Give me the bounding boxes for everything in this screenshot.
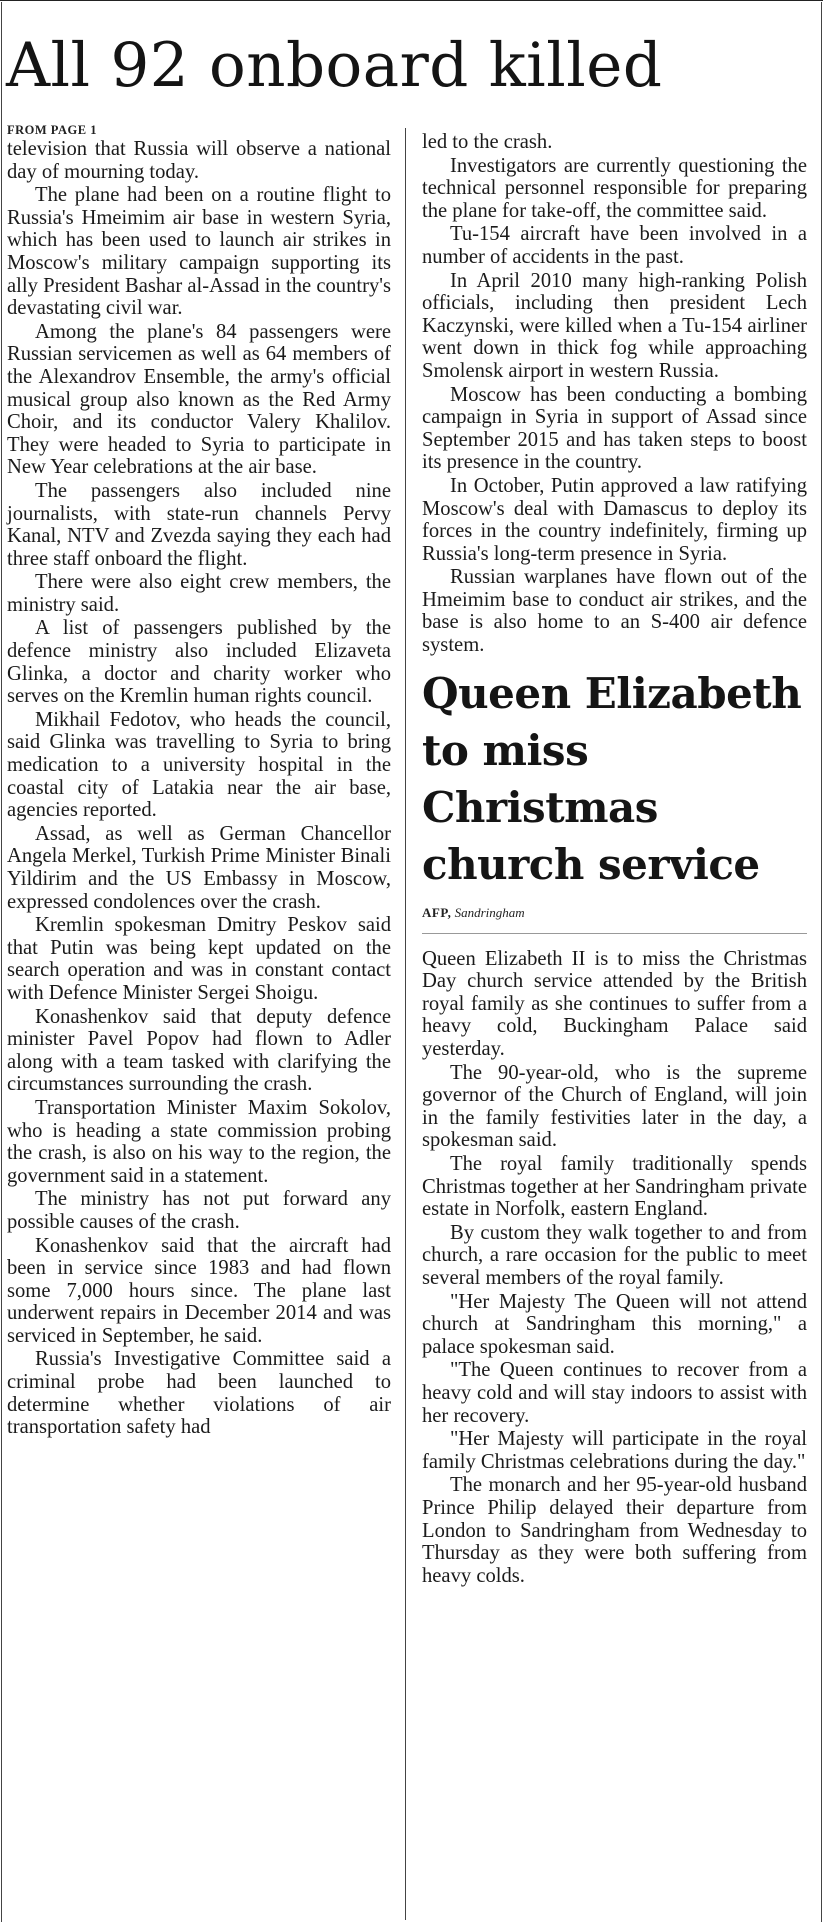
byline bbox=[422, 905, 807, 921]
paragraph: television that Russia will observe a national day of mourning today. bbox=[7, 138, 391, 183]
paragraph: A list of passengers published by the defence ministry also included Elizaveta Glinka, a doctor and charity worker who serves on the Kremlin human rights council. bbox=[7, 617, 391, 708]
byline-place: Sandringham bbox=[454, 904, 525, 920]
paragraph: Kremlin spokesman Dmitry Peskov said that Putin was being kept updated on the search operation and was in constant contact with Defence Minister Sergei Shoigu. bbox=[7, 914, 391, 1004]
paragraph: Moscow has been conducting a bombing campaign in Syria in support of Assad since September 2015 and has taken steps to boost its presence in the country. bbox=[422, 383, 807, 474]
paragraph: The monarch and her 95-year-old husband Prince Philip delayed their departure from London to Sandringham from Wednesday to Thursday as they were both suffering from heavy colds. bbox=[422, 1474, 807, 1587]
byline-agency: AFP, bbox=[422, 904, 452, 920]
paragraph: led to the crash. bbox=[422, 131, 553, 153]
left-border bbox=[1, 2, 2, 1922]
paragraph: Transportation Minister Maxim Sokolov, who is heading a state commission probing the crash, is also on his way to the region, the government said in a statement. bbox=[7, 1096, 391, 1187]
paragraph: Konashenkov said that deputy defence minister Pavel Popov had flown to Adler along with a team tasked with clarifying the circumstances surrounding the crash. bbox=[7, 1005, 391, 1096]
paragraph: "The Queen continues to recover from a heavy cold and will stay indoors to assist with her recovery. bbox=[422, 1359, 807, 1427]
paragraph: Konashenkov said that the aircraft had been in service since 1983 and had flown some 7,000 hours since. The plane last underwent repairs in December 2014 and was serviced in September, he said. bbox=[7, 1234, 391, 1347]
right-border bbox=[821, 2, 822, 1922]
paragraph: There were also eight crew members, the ministry said. bbox=[7, 571, 391, 616]
continued-from-label: FROM PAGE 1 bbox=[7, 123, 97, 137]
paragraph: The 90-year-old, who is the supreme governor of the Church of England, will join in the family festivities later in the day, a spokesman said. bbox=[422, 1061, 807, 1152]
paragraph: Investigators are currently questioning the technical personnel responsible for preparing the plane for take-off, the committee said. bbox=[422, 154, 807, 222]
paragraph: "Her Majesty will participate in the royal family Christmas celebrations during the day." bbox=[422, 1428, 807, 1473]
paragraph: "Her Majesty The Queen will not attend church at Sandringham this morning," a palace spokesman said. bbox=[422, 1290, 807, 1358]
byline-rule bbox=[422, 933, 807, 934]
paragraph: Mikhail Fedotov, who heads the council, said Glinka was travelling to Syria to bring medication to a university hospital in the coastal city of Latakia near the air base, agencies reported. bbox=[7, 708, 391, 822]
paragraph: Tu-154 aircraft have been involved in a number of accidents in the past. bbox=[422, 223, 807, 268]
paragraph: Queen Elizabeth II is to miss the Christmas Day church service attended by the British royal family as she continues to suffer from a heavy cold, Buckingham Palace said yesterday. bbox=[422, 947, 807, 1061]
paragraph: The passengers also included nine journalists, with state-run channels Pervy Kanal, NTV and Zvezda saying they each had three staff onboard the flight. bbox=[7, 479, 391, 570]
paragraph: The ministry has not put forward any possible causes of the crash. bbox=[7, 1188, 391, 1233]
paragraph: Russia's Investigative Committee said a criminal probe had been launched to determine whether violations of air transportation safety had bbox=[7, 1348, 391, 1439]
paragraph: The plane had been on a routine flight to Russia's Hmeimim air base in western Syria, which has been used to launch air strikes in Moscow's military campaign supporting its ally President Bashar al-Assad in the country's devastating civil war. bbox=[7, 184, 391, 320]
second-story-headline: Queen Elizabeth to miss Christmas church service bbox=[422, 668, 802, 889]
paragraph: Assad, as well as German Chancellor Angela Merkel, Turkish Prime Minister Binali Yildirim and the US Embassy in Moscow, expressed condolences over the crash. bbox=[7, 822, 391, 913]
main-headline: All 92 onboard killed bbox=[6, 30, 663, 101]
paragraph: Russian warplanes have flown out of the Hmeimim base to conduct air strikes, and the base is also home to an S-400 air defence system. bbox=[422, 566, 807, 657]
paragraph: The royal family traditionally spends Christmas together at her Sandringham private estate in Norfolk, eastern England. bbox=[422, 1153, 807, 1221]
main-story-column-1 bbox=[7, 123, 391, 1439]
paragraph: Among the plane's 84 passengers were Russian servicemen as well as 64 members of the Alexandrov Ensemble, the army's official musical group also known as the Red Army Choir, and its conductor Valery Khalilov. They were headed to Syria to participate in New Year celebrations at the air base. bbox=[7, 320, 391, 479]
paragraph: In October, Putin approved a law ratifying Moscow's deal with Damascus to deploy its forces in the country indefinitely, firming up Russia's long-term presence in Syria. bbox=[422, 474, 807, 565]
column-divider bbox=[405, 128, 406, 1920]
paragraph: By custom they walk together to and from church, a rare occasion for the public to meet several members of the royal family. bbox=[422, 1221, 807, 1289]
main-story-column-2 bbox=[422, 131, 807, 1587]
paragraph: In April 2010 many high-ranking Polish officials, including then president Lech Kaczynski, were killed when a Tu-154 airliner went down in thick fog while approaching Smolensk airport in western Russia. bbox=[422, 269, 807, 382]
top-rule bbox=[0, 0, 823, 1]
